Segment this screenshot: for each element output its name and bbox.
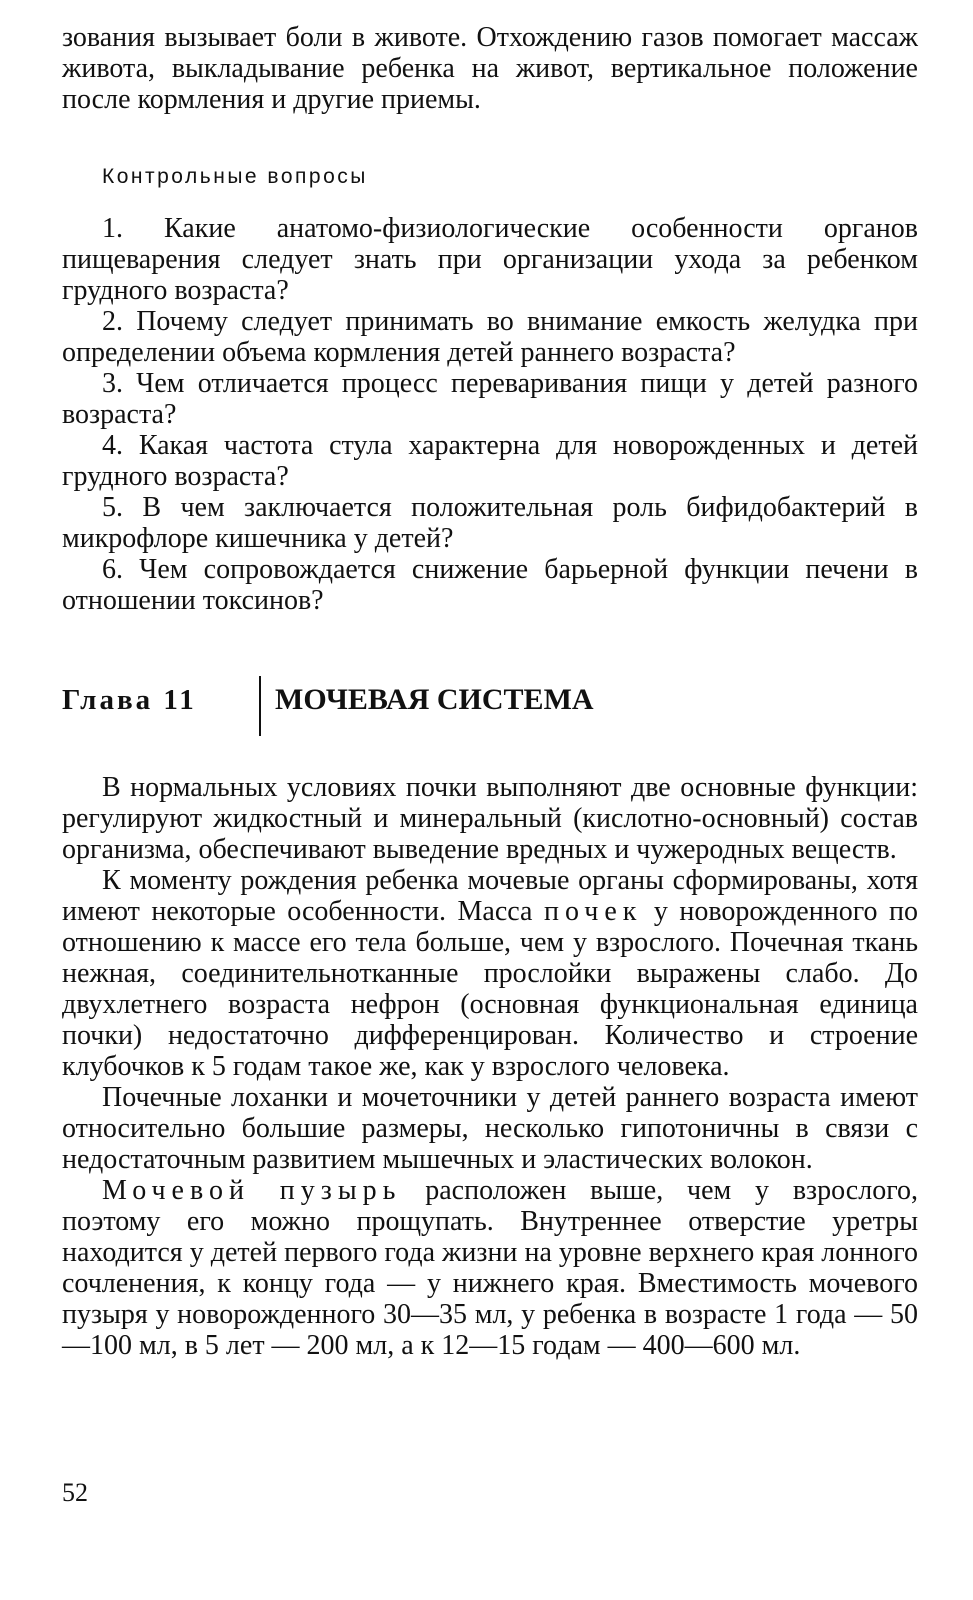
question-item: 1. Какие анатомо-физиологические особенности органов пищеварения следует знать при организации ухода за ребенком грудного возраста? <box>62 213 918 306</box>
chapter-body <box>62 772 918 1361</box>
body-paragraph: В нормальных условиях почки выполняют две основные функции: регулируют жидкостный и минеральный (кислотно-основный) состав организма, обеспечивают выведение вредных и чужеродных веществ. <box>62 772 918 865</box>
question-item: 5. В чем заключается положительная роль бифидобактерий в микрофлоре кишечника у детей? <box>62 492 918 554</box>
emphasized-term: почек <box>544 896 643 927</box>
page-content <box>62 22 918 1361</box>
chapter-divider <box>259 676 261 736</box>
question-item: 3. Чем отличается процесс переваривания пищи у детей разного возраста? <box>62 368 918 430</box>
emphasized-term: Мочевой пузырь <box>102 1175 402 1206</box>
chapter-title: МОЧЕВАЯ СИСТЕМА <box>275 683 594 716</box>
intro-paragraph: зования вызывает боли в животе. Отхождению газов помогает массаж живота, выкладывание ребенка на живот, вертикальное положение после кормления и другие приемы. <box>62 22 918 115</box>
page-number: 52 <box>62 1478 88 1507</box>
body-paragraph: Почечные лоханки и мочеточники у детей раннего возраста имеют относительно большие размеры, несколько гипотоничны в связи с недостаточным развитием мышечных и эластических волокон. <box>62 1082 918 1175</box>
question-item: 4. Какая частота стула характерна для новорожденных и детей грудного возраста? <box>62 430 918 492</box>
text-run: расположен выше, чем у взрослого, поэтому его можно прощупать. Внутреннее отверстие уретры находится у детей первого года жизни на уровне верхнего края лонного сочленения, к концу года — у нижнего края. Вместимость мочевого пузыря у новорожденного 30—35 мл, у ребенка в возрасте 1 года — 50—100 мл, в 5 лет — 200 мл, а к 12—15 годам — 400—600 мл. <box>62 1175 918 1361</box>
text-run: у новорожденного по отношению к массе его тела больше, чем у взрослого. Почечная ткань нежная, соединительнотканные прослойки выражены слабо. До двухлетнего возраста нефрон (основная функциональная единица почки) недостаточно дифференцирован. Количество и строение клубочков к 5 годам такое же, как у взрослого человека. <box>62 896 918 1082</box>
text-run: К моменту рождения ребенка мочевые органы сформированы, хотя имеют некоторые особенности. Масса <box>62 865 918 927</box>
question-item: 6. Чем сопровождается снижение барьерной функции печени в отношении токсинов? <box>62 554 918 616</box>
review-questions-list <box>62 213 918 616</box>
chapter-label: Глава 11 <box>62 684 197 716</box>
chapter-header <box>62 676 918 740</box>
body-paragraph <box>62 1175 918 1361</box>
review-questions-heading: Контрольные вопросы <box>102 165 368 188</box>
question-item: 2. Почему следует принимать во внимание емкость желудка при определении объема кормления детей раннего возраста? <box>62 306 918 368</box>
body-paragraph <box>62 865 918 1082</box>
